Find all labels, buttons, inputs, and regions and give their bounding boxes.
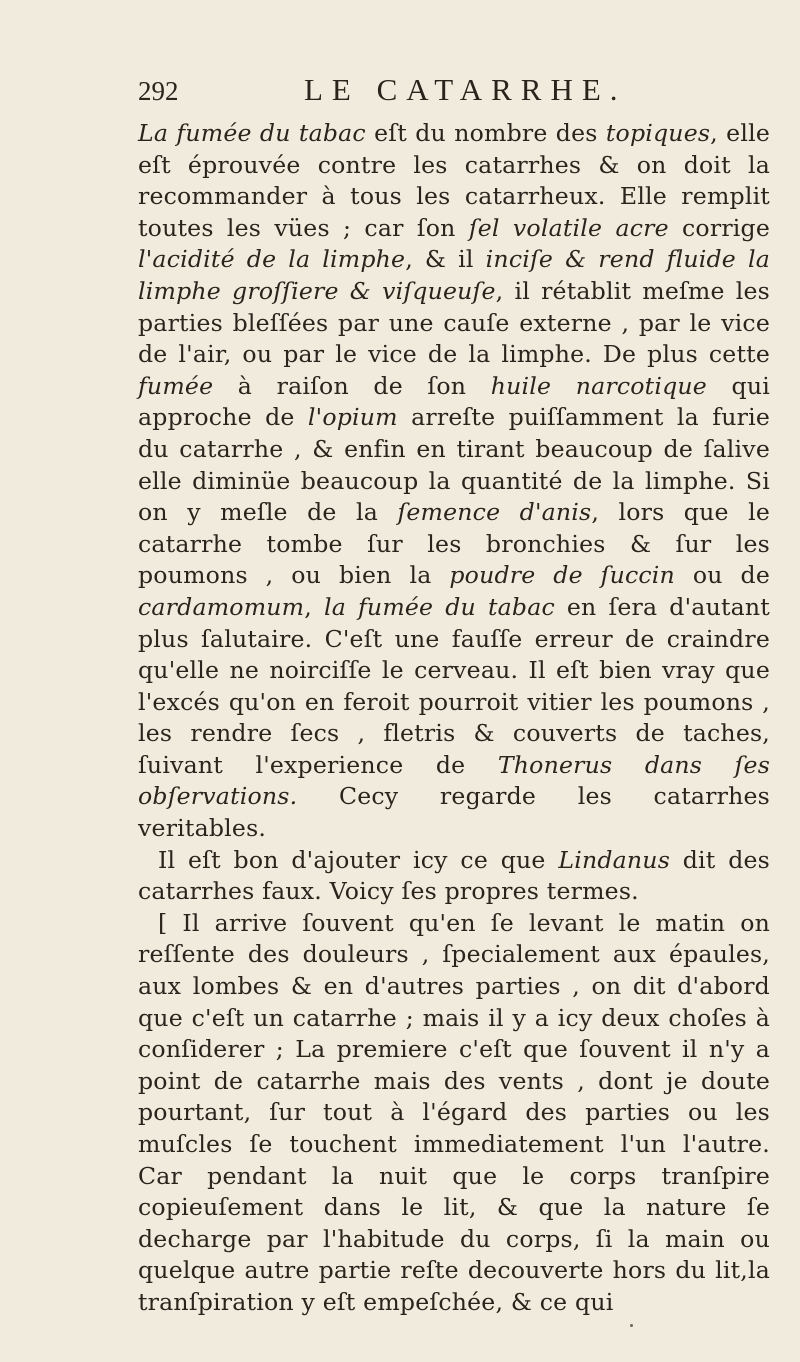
text-run: corrige bbox=[668, 213, 771, 242]
italic-run: fumée bbox=[138, 371, 214, 400]
text-run: , il rétablit meſme les parties bleſſées par une cauſe externe , par le vice de l'air, ou par le vice de la limphe. De plus cette bbox=[138, 276, 770, 369]
text-run: eſt du nombre des bbox=[365, 119, 606, 147]
page-header bbox=[138, 72, 770, 116]
italic-run: inciſe & rend fluide la limphe groſſiere & viſqueuſe bbox=[138, 245, 770, 305]
text-run: , elle eſt éprouvée contre les catarrhes & on doit la recommander à tous les catarrheux. Elle remplit toutes les vües ; car ſon bbox=[138, 119, 770, 242]
paragraph bbox=[138, 118, 770, 845]
paragraph bbox=[138, 845, 770, 908]
text-run: Cecy regarde les catarrhes veritables. bbox=[138, 782, 770, 843]
italic-run: fumée du tabac bbox=[176, 119, 366, 147]
italic-run: l'opium bbox=[307, 403, 398, 432]
ink-speck bbox=[630, 1324, 633, 1327]
text-run: , bbox=[304, 592, 324, 621]
italic-run: La bbox=[138, 119, 177, 147]
text-run: arreſte puiſſamment la furie du catarrhe , & enfin en tirant beaucoup de ſalive elle diminüe beaucoup la quantité de la limphe. Si on y meſle de la bbox=[138, 403, 770, 527]
paragraph bbox=[138, 908, 770, 1319]
page-number: 292 bbox=[138, 76, 179, 106]
italic-run: cardamomum bbox=[138, 592, 305, 621]
text-run: ou de bbox=[674, 561, 770, 590]
italic-run: poudre de ſuccin bbox=[449, 561, 675, 590]
italic-run: la fumée du tabac bbox=[323, 592, 555, 621]
text-run: en ſera d'autant plus ſalutaire. C'eſt une fauſſe erreur de craindre qu'elle ne noirciſſe le cerveau. Il eſt bien vray que l'excés qu'on en feroit pourroit vitier les poumons , les rendre ſecs , fletris & couverts de taches, ſuivant l'experience de bbox=[138, 592, 770, 779]
italic-run: ſemence d'anis bbox=[397, 498, 592, 527]
text-run: , & il bbox=[405, 245, 486, 274]
italic-run: l'acidité de la limphe bbox=[138, 245, 406, 274]
italic-run: huile narcotique bbox=[490, 371, 707, 400]
italic-run: Lindanus bbox=[558, 845, 671, 874]
running-title: LE CATARRHE. bbox=[304, 72, 627, 107]
text-run: , lors que le catarrhe tombe ſur les bronchies & ſur les poumons , ou bien la bbox=[138, 498, 770, 590]
text-run: dit des catarrhes faux. Voicy ſes propres termes. bbox=[138, 845, 770, 906]
text-run: à raiſon de ſon bbox=[213, 371, 491, 400]
text-run: qui approche de bbox=[138, 371, 770, 432]
body-text bbox=[138, 118, 770, 1319]
italic-run: topiques bbox=[605, 119, 711, 147]
text-run: Il eſt bon d'ajouter icy ce que bbox=[158, 845, 559, 874]
text-run: [ Il arrive ſouvent qu'en ſe levant le matin on reſſente des douleurs , ſpecialement aux épaules, aux lombes & en d'autres parties , on dit d'abord que c'eſt un catarrhe ; mais il y a icy deux choſes à conſiderer ; La premiere c'eſt que ſouvent il n'y a point de catarrhe mais des vents , dont je doute pourtant, ſur tout à l'égard des parties ou les muſcles ſe touchent immediatement l'un l'autre. Car pendant la nuit que le corps tranſpire copieuſement dans le lit, & que la nature ſe decharge par l'habitude du corps, ſi la main ou quelque autre partie reſte decouverte hors du lit,la tranſpiration y eſt empeſchée, & ce qui bbox=[138, 908, 770, 1316]
italic-run: Thonerus dans ſes obſervations. bbox=[138, 750, 770, 811]
italic-run: ſel volatile acre bbox=[468, 213, 669, 242]
